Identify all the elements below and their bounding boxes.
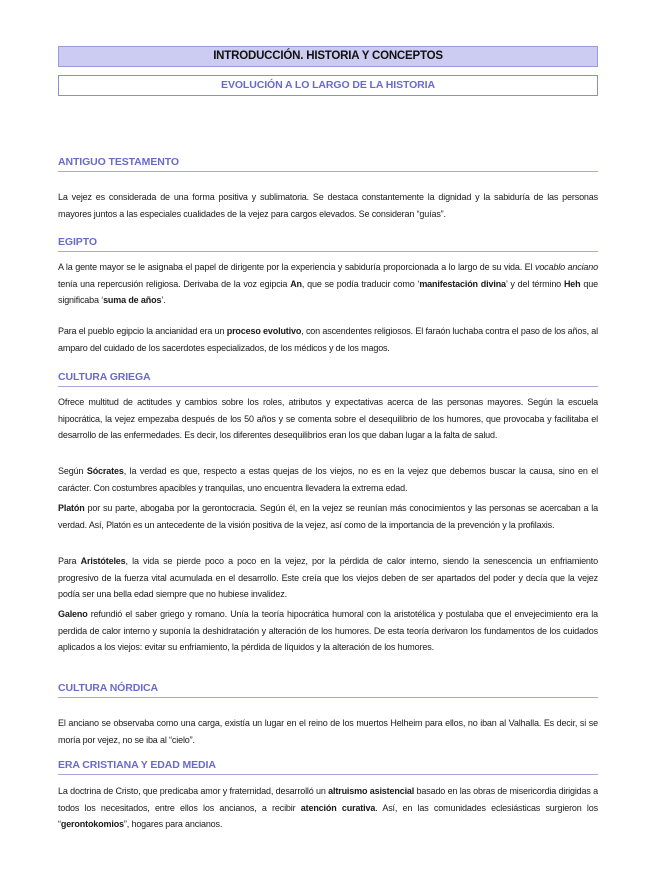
section-body <box>58 715 598 748</box>
section-heading: CULTURA GRIEGA <box>58 371 598 387</box>
section-era-cristiana <box>58 759 598 775</box>
section-body <box>58 783 598 833</box>
main-title: INTRODUCCIÓN. HISTORIA Y CONCEPTOS <box>58 46 598 67</box>
paragraph: El anciano se observaba como una carga, existía un lugar en el reino de los muertos Helheim para ellos, no iban al Valhalla. Es decir, si se moría por vejez, no se iba al “cielo”. <box>58 718 598 745</box>
paragraph: Para Aristóteles, la vida se pierde poco a poco en la vejez, por la pérdida de calor interno, siendo la senescencia un enfriamiento progresivo de la fuerza vital acumulada en el desarrollo. Este creía que los viejos deben de ser apartados del poder y decía que la vejez podía ser una bella edad siempre que no hubiese invalidez. <box>58 556 598 599</box>
paragraph: Platón por su parte, abogaba por la gerontocracia. Según él, en la vejez se reunían más conocimientos y las personas se acercaban a la verdad. Así, Platón es un antecedente de la visión positiva de la vejez, así como de la importancia de la prevención y la profilaxis. <box>58 503 598 530</box>
paragraph: Para el pueblo egipcio la ancianidad era un proceso evolutivo, con ascendentes religiosos. El faraón luchaba contra el paso de los años, al amparo del cuidado de los sacerdotes especializados, de los médicos y de los magos. <box>58 326 599 353</box>
section-body <box>58 394 598 444</box>
section-cultura-nordica <box>58 682 598 698</box>
section-egipto <box>58 236 598 252</box>
section-heading: EGIPTO <box>58 236 598 252</box>
section-body <box>58 463 598 496</box>
section-body <box>58 189 598 222</box>
paragraph: La doctrina de Cristo, que predicaba amor y fraternidad, desarrolló un altruismo asistencial basado en las obras de misericordia dirigidas a todos los necesitados, entre ellos los ancianos, a recibir atención curativa. Así, en las comunidades eclesiásticas surgieron los “gerontokomios”, hogares para ancianos. <box>58 786 599 829</box>
paragraph: Galeno refundió el saber griego y romano. Unía la teoría hipocrática humoral con la aristotélica y postulaba que el envejecimiento era la perdida de calor interno y suponía la deshidratación y alteración de los humores. De esta teoría derivaron los fundamentos de los cuidados aplicados a los viejos: evitar su enfriamiento, la pérdida de líquidos y la alteración de los humores. <box>58 609 598 652</box>
section-body <box>58 606 598 656</box>
paragraph: Según Sócrates, la verdad es que, respecto a estas quejas de los viejos, no es en la vejez que debemos buscar la causa, sino en el carácter. Con costumbres apacibles y tranquilas, uno encuentra llevadera la extrema edad. <box>58 466 599 493</box>
section-body <box>58 553 598 603</box>
section-heading: ANTIGUO TESTAMENTO <box>58 156 598 172</box>
section-body <box>58 500 598 533</box>
document-page <box>0 46 655 894</box>
section-body <box>58 323 598 356</box>
section-body <box>58 259 598 309</box>
paragraph: A la gente mayor se le asignaba el papel de dirigente por la experiencia y sabiduría proporcionada a lo largo de su vida. El vocablo anciano tenía una repercusión religiosa. Derivaba de la voz egipcia An, que se podía traducir como ‘manifestación divina’ y del término Heh que significaba ‘suma de años’. <box>58 262 598 305</box>
paragraph: Ofrece multitud de actitudes y cambios sobre los roles, atributos y expectativas acerca de las personas mayores. Según la escuela hipocrática, la vejez empezaba después de los 50 años y se comenta sobre el desequilibrio de los humores, que provocaba y facilitaba el desarrollo de las enfermedades. Es decir, los diferentes desequilibrios eran los que daban lugar a la falta de salud. <box>58 397 598 440</box>
section-heading: ERA CRISTIANA Y EDAD MEDIA <box>58 759 598 775</box>
paragraph: La vejez es considerada de una forma positiva y sublimatoria. Se destaca constantemente la dignidad y la sabiduría de las personas mayores juntos a las especiales cualidades de la vejez para cargos elevados. Se consideran “guías”. <box>58 192 598 219</box>
section-antiguo-testamento <box>58 156 598 172</box>
section-cultura-griega <box>58 371 598 387</box>
section-heading: CULTURA NÓRDICA <box>58 682 598 698</box>
subtitle-box: EVOLUCIÓN A LO LARGO DE LA HISTORIA <box>58 75 598 96</box>
